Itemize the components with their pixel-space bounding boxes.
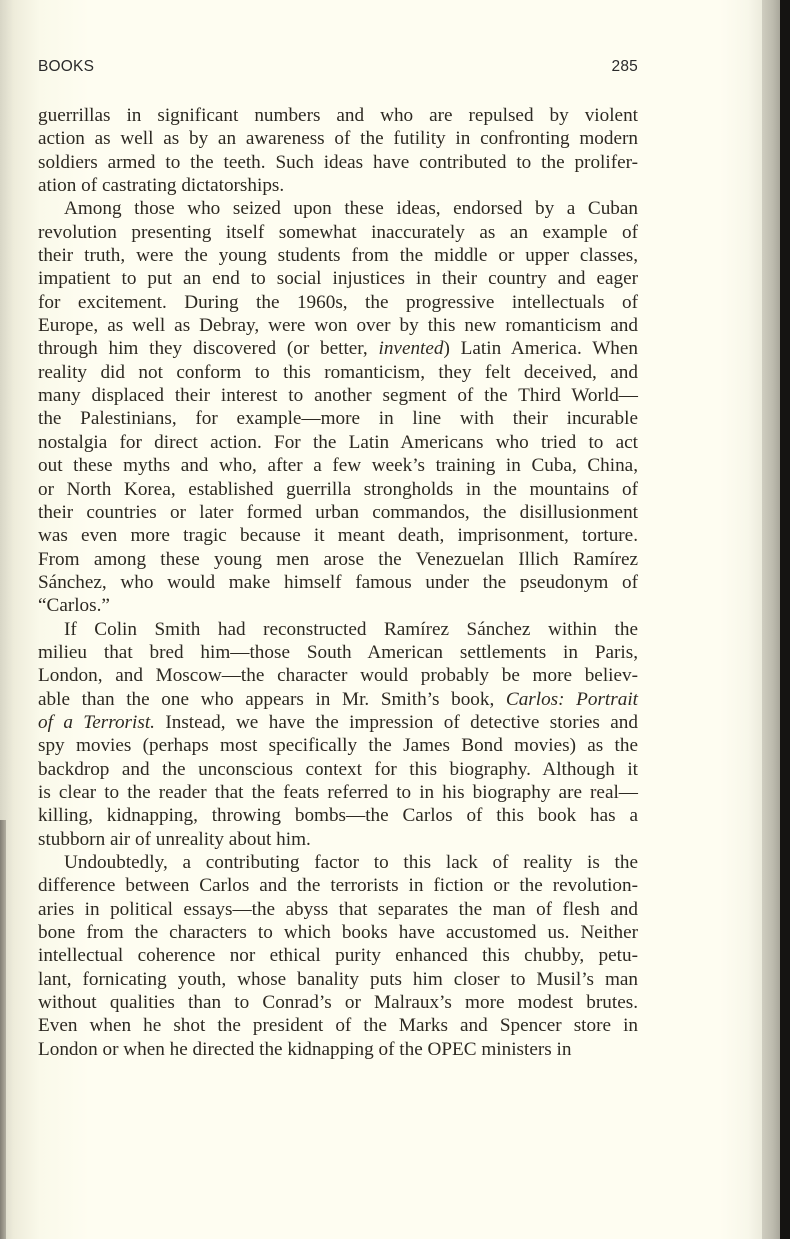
text-line: revolution presenting itself somewhat inaccurately as an example of xyxy=(38,221,638,243)
text-line: was even more tragic because it meant death, imprisonment, torture. xyxy=(38,525,638,547)
text-line: killing, kidnapping, throwing bombs—the Carlos of this book has a xyxy=(38,805,638,827)
paragraph xyxy=(38,618,638,851)
binding-gutter-shadow xyxy=(0,820,6,1239)
text-line: London or when he directed the kidnapping of the OPEC ministers in xyxy=(38,1038,572,1060)
text-line: spy movies (perhaps most specifically the James Bond movies) as the xyxy=(38,735,638,757)
page-number: 285 xyxy=(611,58,638,75)
italic-title: invented xyxy=(378,338,444,360)
text-line: London, and Moscow—the character would probably be more believ- xyxy=(38,665,638,687)
body-text xyxy=(38,104,638,1061)
text-line: Undoubtedly, a contributing factor to this lack of reality is the xyxy=(64,852,638,873)
text-line: Even when he shot the president of the Marks and Spencer store in xyxy=(38,1015,638,1037)
paragraph xyxy=(38,851,638,1061)
text-line: guerrillas in significant numbers and who are repulsed by violent xyxy=(38,105,638,126)
text-line: aries in political essays—the abyss that separates the man of flesh and xyxy=(38,898,638,920)
text-line: or North Korea, established guerrilla strongholds in the mountains of xyxy=(38,478,638,500)
text-line: out these myths and who, after a few week’s training in Cuba, China, xyxy=(38,455,638,477)
text-line: Sánchez, who would make himself famous under the pseudonym of xyxy=(38,571,638,593)
text-line: If Colin Smith had reconstructed Ramírez Sánchez within the xyxy=(64,618,638,640)
page-outer-shadow xyxy=(780,0,790,1239)
text-line: their countries or later formed urban commandos, the disillusionment xyxy=(38,501,638,523)
italic-title: of a Terrorist. xyxy=(38,711,155,733)
text-line: milieu that bred him—those South American settlements in Paris, xyxy=(38,641,638,663)
paragraph xyxy=(38,197,638,617)
text-line: action as well as by an awareness of the futility in confronting modern xyxy=(38,128,638,150)
text-line: Europe, as well as Debray, were won over by this new romanticism and xyxy=(38,315,638,337)
text-line: lant, fornicating youth, whose banality puts him closer to Musil’s man xyxy=(38,968,638,990)
text-line: ation of castrating dictatorships. xyxy=(38,175,285,197)
text-line: nostalgia for direct action. For the Latin Americans who tried to act xyxy=(38,431,638,453)
text-line: of a Terrorist. Instead, we have the impression of detective stories and xyxy=(38,711,638,733)
text-line: is clear to the reader that the feats referred to in his biography are real— xyxy=(38,781,638,803)
text-line: for excitement. During the 1960s, the progressive intellectuals of xyxy=(38,291,638,313)
running-head xyxy=(38,58,638,82)
text-line: through him they discovered (or better, invented) Latin America. When xyxy=(38,338,639,360)
text-line: soldiers armed to the teeth. Such ideas have contributed to the prolifer- xyxy=(38,151,638,173)
text-line: Among those who seized upon these ideas, endorsed by a Cuban xyxy=(64,198,638,220)
italic-title: Carlos: Portrait xyxy=(505,688,638,710)
text-line: bone from the characters to which books have accustomed us. Neither xyxy=(38,922,638,944)
text-line: backdrop and the unconscious context for this biography. Although it xyxy=(38,758,638,780)
paragraph xyxy=(38,104,638,197)
page-stack-edge xyxy=(762,0,780,1239)
section-title: BOOKS xyxy=(38,58,95,75)
text-line: able than the one who appears in Mr. Smith’s book, Carlos: Portrait xyxy=(38,688,638,710)
text-line: difference between Carlos and the terrorists in fiction or the revolution- xyxy=(38,875,638,897)
text-line: From among these young men arose the Venezuelan Illich Ramírez xyxy=(38,548,638,570)
text-line: their truth, were the young students from the middle or upper classes, xyxy=(38,245,638,267)
text-line: without qualities than to Conrad’s or Malraux’s more modest brutes. xyxy=(38,992,638,1014)
text-line: reality did not conform to this romanticism, they felt deceived, and xyxy=(38,361,638,383)
text-line: many displaced their interest to another segment of the Third World— xyxy=(38,385,638,407)
text-line: impatient to put an end to social injustices in their country and eager xyxy=(38,268,638,290)
text-line: stubborn air of unreality about him. xyxy=(38,828,311,850)
text-line: the Palestinians, for example—more in line with their incurable xyxy=(38,408,638,430)
text-line: intellectual coherence nor ethical purity enhanced this chubby, petu- xyxy=(38,945,638,967)
text-line: “Carlos.” xyxy=(38,595,110,617)
